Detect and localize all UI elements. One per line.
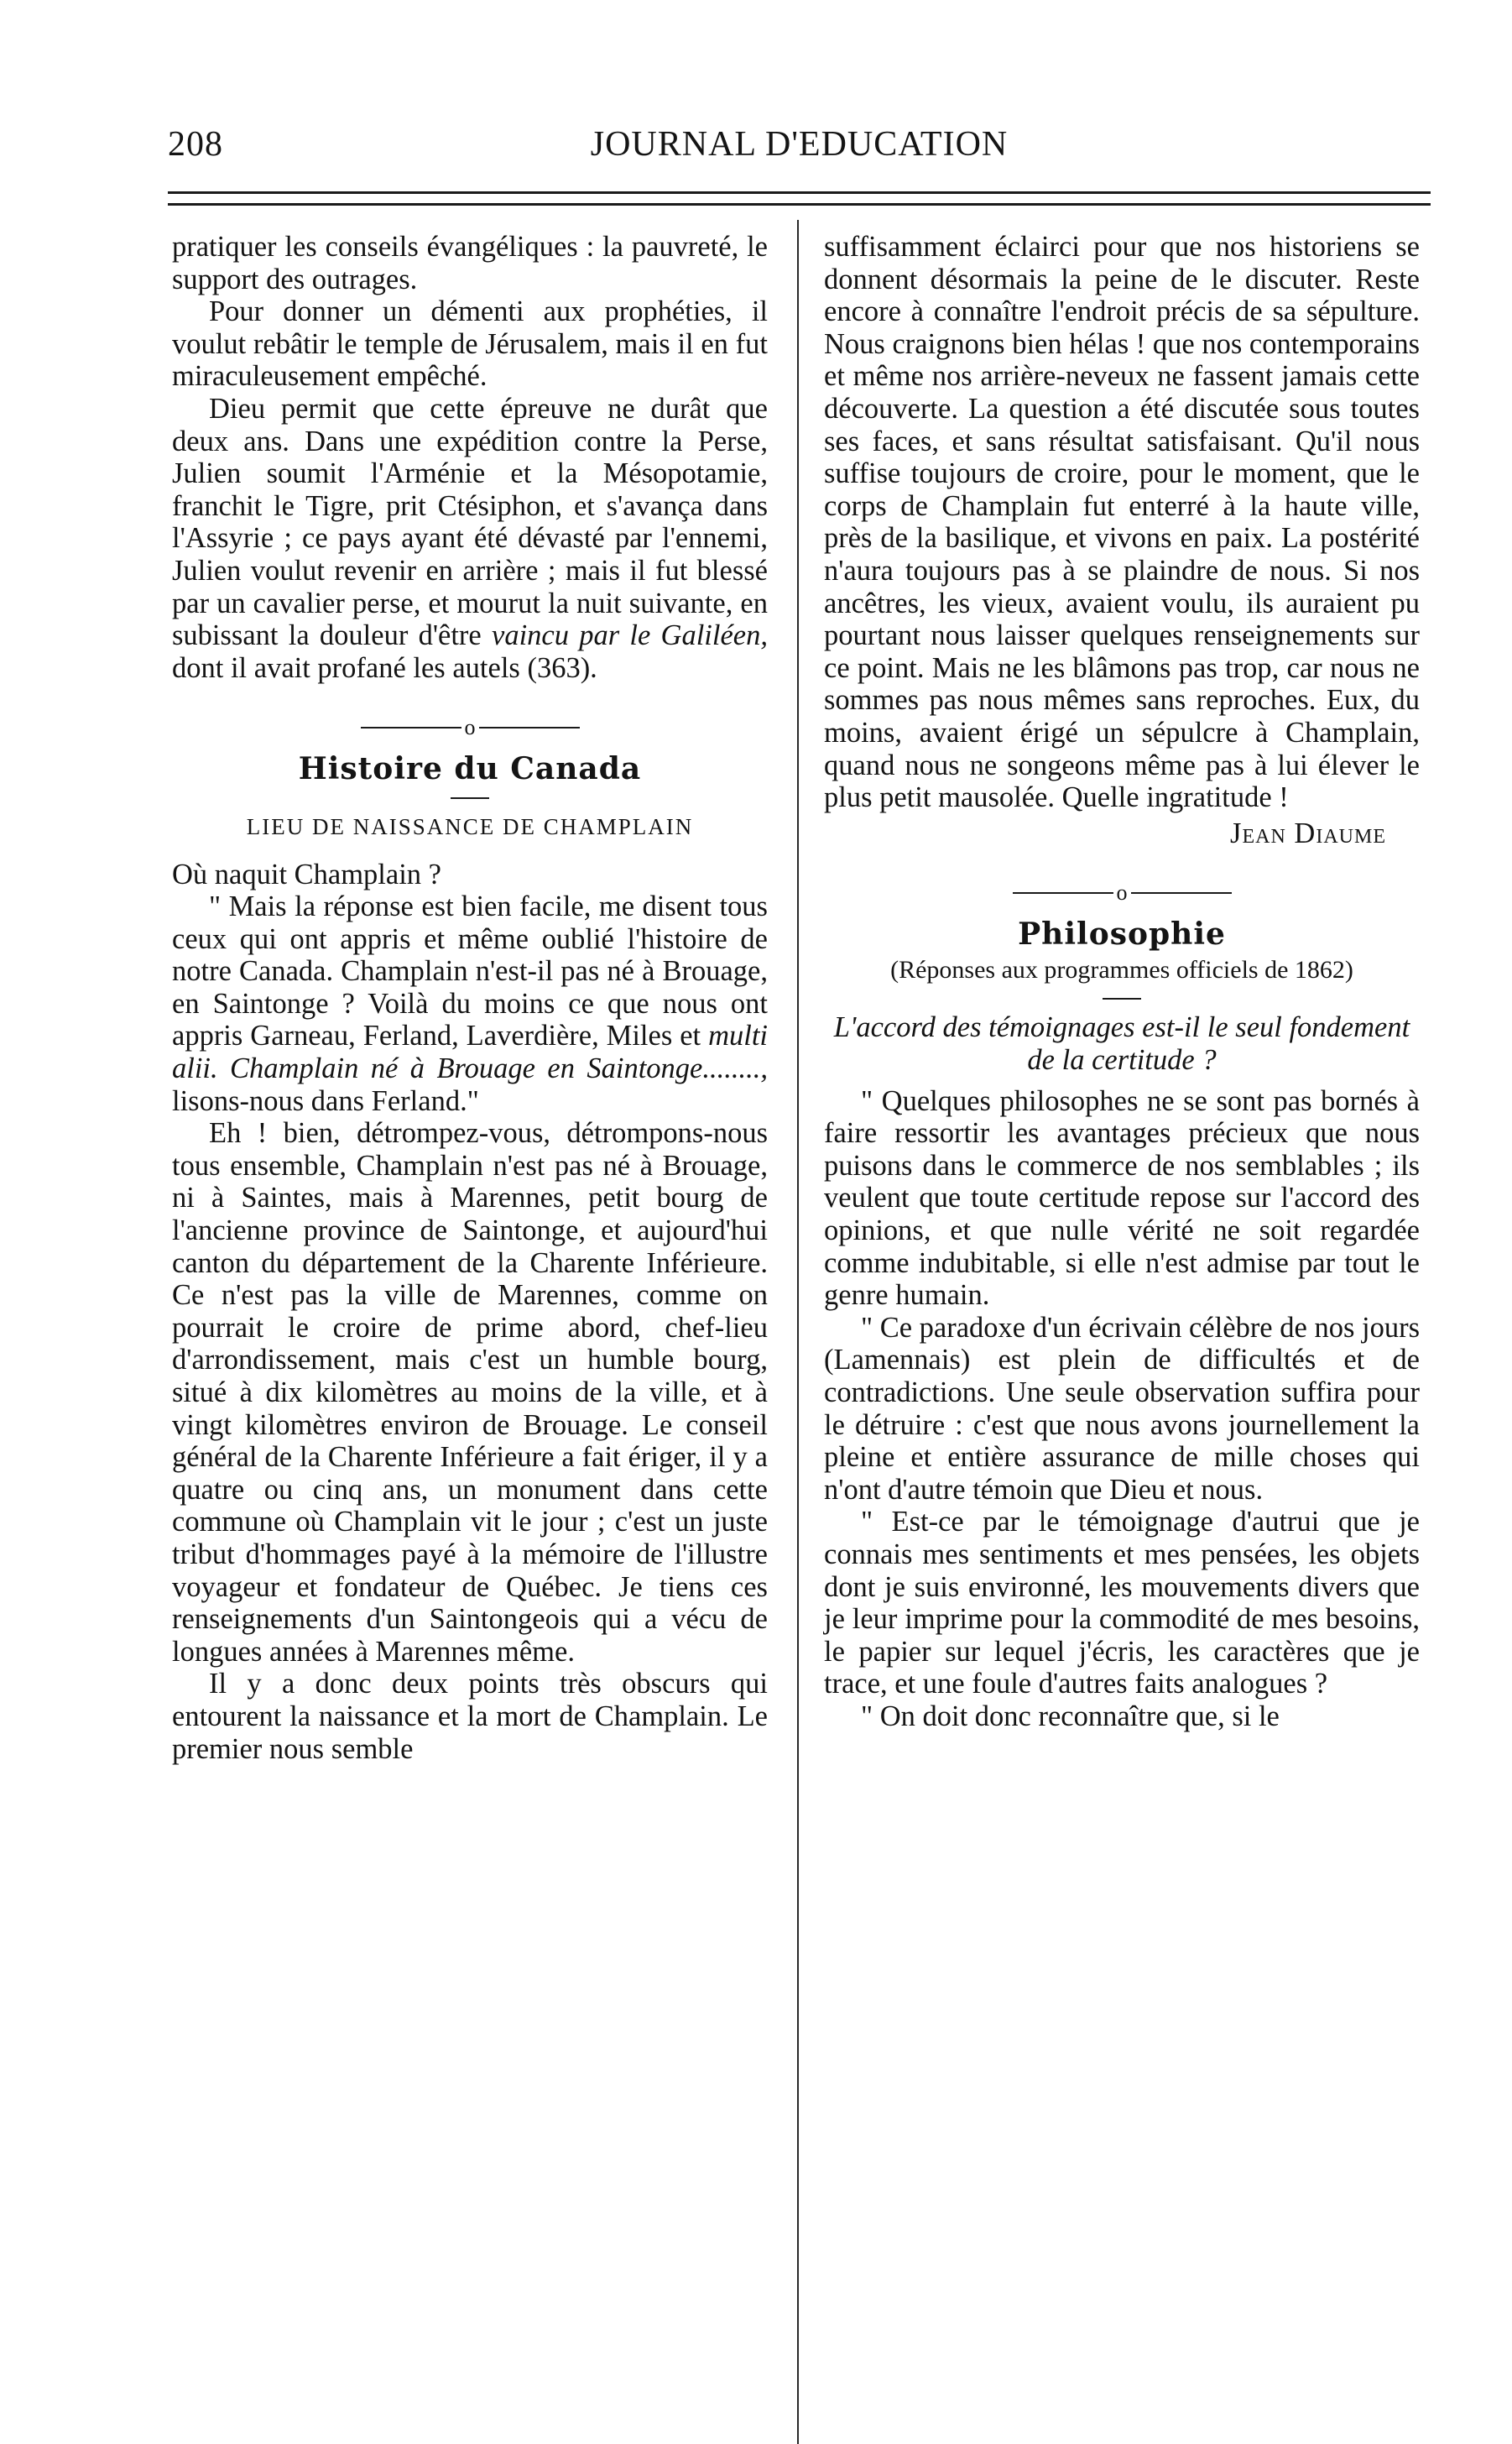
paragraph-text: dont il avait profané les autels (363). — [172, 651, 597, 684]
paragraph-text: Dieu permit que cette épreuve ne durât que deux ans. Dans une expédition contre la Perse, Julien soumit l'Arménie et la Mésopotamie, franchit le Tigre, prit Ctésiphon, et s'avança dans l'Assyrie ; ce pays ayant été dévasté par l'ennemi, Julien voulut revenir en arrière ; mais il fut blessé par un cavalier perse, et mourut la nuit suivante, en subissant la douleur d'être — [172, 392, 768, 652]
italic-text: multi alii. Champlain né à Brouage en Saintonge........, — [172, 1020, 768, 1085]
paragraph: suffisamment éclairci pour que nos historiens se donnent désormais la peine de le discuter. Reste encore à connaître l'endroit précis de sa sépulture. Nous craignons bien hélas ! que nos contemporains et même nos arrière-neveux ne fassent jamais cette découverte. La question a été discutée sous toutes ses faces, et sans résultat satisfaisant. Qu'il nous suffise toujours de croire, pour le moment, que le corps de Champlain fut enterré à la haute ville, près de la basilique, et vivons en paix. La postérité n'aura toujours pas à se plaindre de nous. Si nos ancêtres, les vieux, avaient voulu, ils auraient pu pourtant nous laisser quelques renseignements sur ce point. Mais ne les blâmons pas trop, car nous ne sommes pas nous mêmes sans reproches. Eux, du moins, avaient érigé un sépulcre à Champlain, quand nous ne songeons même pas à lui élever le plus petit mausolée. Quelle ingratitude ! — [824, 231, 1420, 814]
section-title: Philosophie — [1018, 916, 1226, 953]
column-divider — [797, 220, 799, 2444]
journal-title: JOURNAL D'EDUCATION — [590, 125, 1009, 164]
paragraph-text: " Mais la réponse est bien facile, me disent tous ceux qui ont appris et même oublié l'histoire de notre Canada. Champlain n'est-il pas né à Brouage, en Saintonge ? Voilà du moins ce que nous ont appris Garneau, Ferland, Laverdière, Miles et — [172, 890, 768, 1052]
title-dash — [451, 797, 489, 799]
title-dash — [1103, 998, 1141, 1000]
italic-text: vaincu par le Galiléen, — [492, 619, 768, 652]
right-column — [824, 231, 1420, 1733]
paragraph: " Est-ce par le témoignage d'autrui que je connais mes sentiments et mes pensées, les objets dont je suis environné, les mouvements divers que je leur imprime pour la commodité de mes besoins, le papier sur lequel j'écris, les caractères que je trace, et une foule d'autres faits analogues ? — [824, 1506, 1420, 1700]
header-rule-bottom — [168, 203, 1431, 206]
left-column — [172, 231, 768, 1765]
page-number: 208 — [168, 125, 223, 164]
paragraph: Pour donner un démenti aux prophéties, il voulut rebâtir le temple de Jérusalem, mais il en fut miraculeusement empêché. — [172, 295, 768, 393]
section-question: L'accord des témoignages est-il le seul fondement de la certitude ? — [833, 1011, 1410, 1077]
paragraph — [172, 890, 768, 1117]
section-subtitle: LIEU DE NAISSANCE DE CHAMPLAIN — [246, 813, 694, 839]
paragraph: " Quelques philosophes ne se sont pas bornés à faire ressortir les avantages précieux que nous puisons dans le commerce de nos semblables ; ils veulent que toute certitude repose sur l'accord des opinions, et que nulle vérité ne soit regardée comme indubitable, si elle n'est admise par tout le genre humain. — [824, 1084, 1420, 1312]
paragraph: Eh ! bien, détrompez-vous, détrompons-nous tous ensemble, Champlain n'est pas né à Brouage, ni à Saintes, mais à Marennes, petit bourg de l'ancienne province de Saintonge, et aujourd'hui canton du département de la Charente Inférieure. Ce n'est pas la ville de Marennes, comme on pourrait le croire de prime abord, chef-lieu d'arrondissement, mais c'est un humble bourg, situé à dix kilomètres au moins de la ville, et à vingt kilomètres environ de Brouage. Le conseil général de la Charente Inférieure a fait ériger, il y a quatre ou cinq ans, un monument dans cette commune où Champlain vit le jour ; c'est un juste tribut d'hommages payé à la mémoire de l'illustre voyageur et fondateur de Québec. Je tiens ces renseignements d'un Saintongeois qui a vécu de longues années à Marennes même. — [172, 1117, 768, 1668]
section-references: (Réponses aux programmes officiels de 1862) — [890, 955, 1353, 984]
section-separator: o — [172, 709, 768, 734]
section-title: Histoire du Canada — [298, 751, 642, 787]
paragraph: Il y a donc deux points très obscurs qui entourent la naissance et la mort de Champlain. Le premier nous semble — [172, 1668, 768, 1765]
paragraph: pratiquer les conseils évangéliques : la pauvreté, le support des outrages. — [172, 231, 768, 295]
paragraph: " Ce paradoxe d'un écrivain célèbre de nos jours (Lamennais) est plein de difficultés et de contradictions. Une seule observation suffira pour le détruire : c'est que nous avons journellement la pleine et entière assurance de mille choses qui n'ont d'autre témoin que Dieu et nous. — [824, 1311, 1420, 1506]
author-signature: Jean Diaume — [1230, 817, 1386, 849]
paragraph: " On doit donc reconnaître que, si le — [861, 1700, 1280, 1732]
paragraph — [172, 393, 768, 684]
header-rule-top — [168, 191, 1431, 194]
section-separator: o — [824, 875, 1420, 900]
page-header — [168, 124, 1431, 166]
paragraph-text: lisons-nous dans Ferland." — [172, 1084, 479, 1117]
paragraph: Où naquit Champlain ? — [172, 858, 441, 890]
